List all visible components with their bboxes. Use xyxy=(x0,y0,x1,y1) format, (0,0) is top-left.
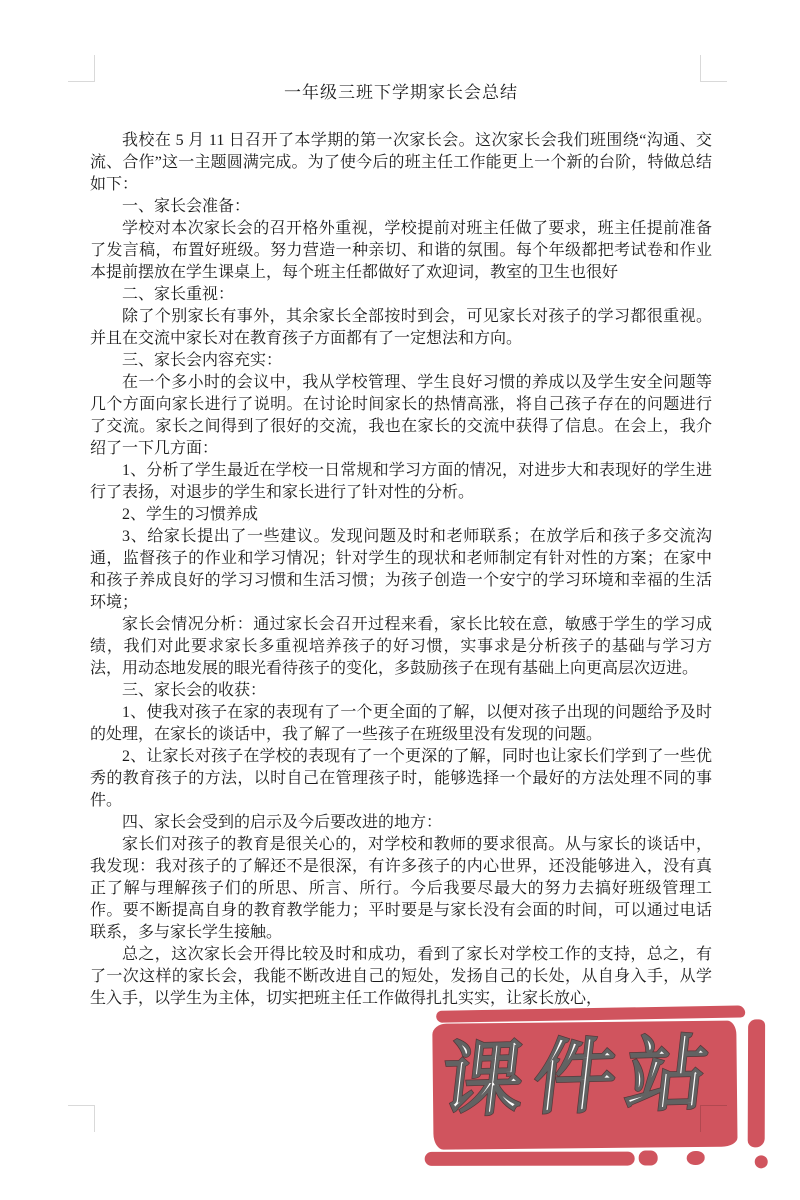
document-content xyxy=(90,82,712,1010)
text-boundary-mark-top-left xyxy=(68,55,95,82)
doc-heading-4: 四、家长会受到的启示及今后要改进的地方： xyxy=(122,814,443,831)
stamp-ink-blob xyxy=(687,1151,705,1165)
doc-heading-harvest: 三、家长会的收获： xyxy=(122,682,267,699)
stamp-ink-dot xyxy=(755,1155,768,1168)
doc-paragraph: 在一个多小时的会议中，我从学校管理、学生良好习惯的养成以及学生安全问题等几个方面向家长进行了说明。在讨论时间家长的热情高涨，将自己孩子存在的问题进行了交流。家长之间得到了很好的交流，我也在家长的交流中获得了信息。在会上，我介绍了一下几方面： xyxy=(90,374,712,457)
doc-heading-1: 一、家长会准备： xyxy=(122,198,251,215)
doc-paragraph-intro: 我校在 5 月 11 日召开了本学期的第一次家长会。这次家长会我们班围绕“沟通、交流、合作”这一主题圆满完成。为了使今后的班主任工作能更上一个新的台阶，特做总结如下： xyxy=(90,132,712,193)
doc-harvest-item-1: 1、使我对孩子在家的表现有了一个更全面的了解，以便对孩子出现的问题给予及时的处理，在家长的谈话中，我了解了一些孩子在班级里没有发现的问题。 xyxy=(90,704,712,743)
doc-paragraph-reflection: 家长们对孩子的教育是很关心的，对学校和教师的要求很高。从与家长的谈话中，我发现：我对孩子的了解还不是很深，有许多孩子的内心世界，还没能够进入，没有真正了解与理解孩子们的所思、所言、所行。今后我要尽最大的努力去搞好班级管理工作。要不断提高自身的教育教学能力；平时要是与家长没有会面的时间，可以通过电话联系，多与家长学生接触。 xyxy=(90,836,712,941)
watermark-stamp xyxy=(417,998,785,1188)
doc-paragraph-analysis: 家长会情况分析：通过家长会召开过程来看，家长比较在意，敏感于学生的学习成绩，我们对此要求家长多重视培养孩子的好习惯，实事求是分析孩子的基础与学习方法，用动态地发展的眼光看待孩子的变化，多鼓励孩子在现有基础上向更高层次迈进。 xyxy=(90,616,712,677)
doc-paragraph-conclusion: 总之，这次家长会开得比较及时和成功，看到了家长对学校工作的支持，总之，有了一次这样的家长会，我能不断改进自己的短处，发扬自己的长处，从自身入手，从学生入手，以学生为主体，切实把班主任工作做得扎扎实实，让家长放心， xyxy=(90,946,712,1007)
doc-list-item-3: 3、给家长提出了一些建议。发现问题及时和老师联系；在放学后和孩子多交流沟通，监督孩子的作业和学习情况；针对学生的现状和老师制定有针对性的方案；在家中和孩子养成良好的学习习惯和生活习惯；为孩子创造一个安宁的学习环境和幸福的生活环境； xyxy=(90,528,712,611)
text-boundary-mark-bottom-left xyxy=(68,1105,95,1132)
doc-list-item-1: 1、分析了学生最近在学校一日常规和学习方面的情况，对进步大和表现好的学生进行了表扬，对退步的学生和家长进行了针对性的分析。 xyxy=(90,462,712,501)
stamp-ink-blob xyxy=(639,1150,658,1165)
doc-heading-3: 三、家长会内容充实： xyxy=(122,352,283,369)
doc-heading-2: 二、家长重视： xyxy=(122,286,235,303)
doc-harvest-item-2: 2、让家长对孩子在学校的表现有了一个更深的了解，同时也让家长们学到了一些优秀的教育孩子的方法，以时自己在管理孩子时，能够选择一个最好的方法处理不同的事件。 xyxy=(90,748,712,809)
document-title: 一年级三班下学期家长会总结 xyxy=(284,83,518,102)
text-boundary-mark-top-right xyxy=(700,55,727,82)
doc-paragraph: 学校对本次家长会的召开格外重视，学校提前对班主任做了要求，班主任提前准备了发言稿，布置好班级。努力营造一种亲切、和谐的氛围。每个年级都把考试卷和作业本提前摆放在学生课桌上，每个班主任都做好了欢迎词，教室的卫生也很好 xyxy=(90,220,712,281)
stamp-border-right xyxy=(748,1019,765,1147)
doc-list-item-2: 2、学生的习惯养成 xyxy=(122,506,259,523)
stamp-text: 课件站 xyxy=(436,1028,724,1128)
stamp-border-bottom xyxy=(425,1152,635,1166)
doc-paragraph: 除了个别家长有事外，其余家长全部按时到会，可见家长对孩子的学习都很重视。并且在交流中家长对在教育孩子方面都有了一定想法和方向。 xyxy=(90,308,712,347)
